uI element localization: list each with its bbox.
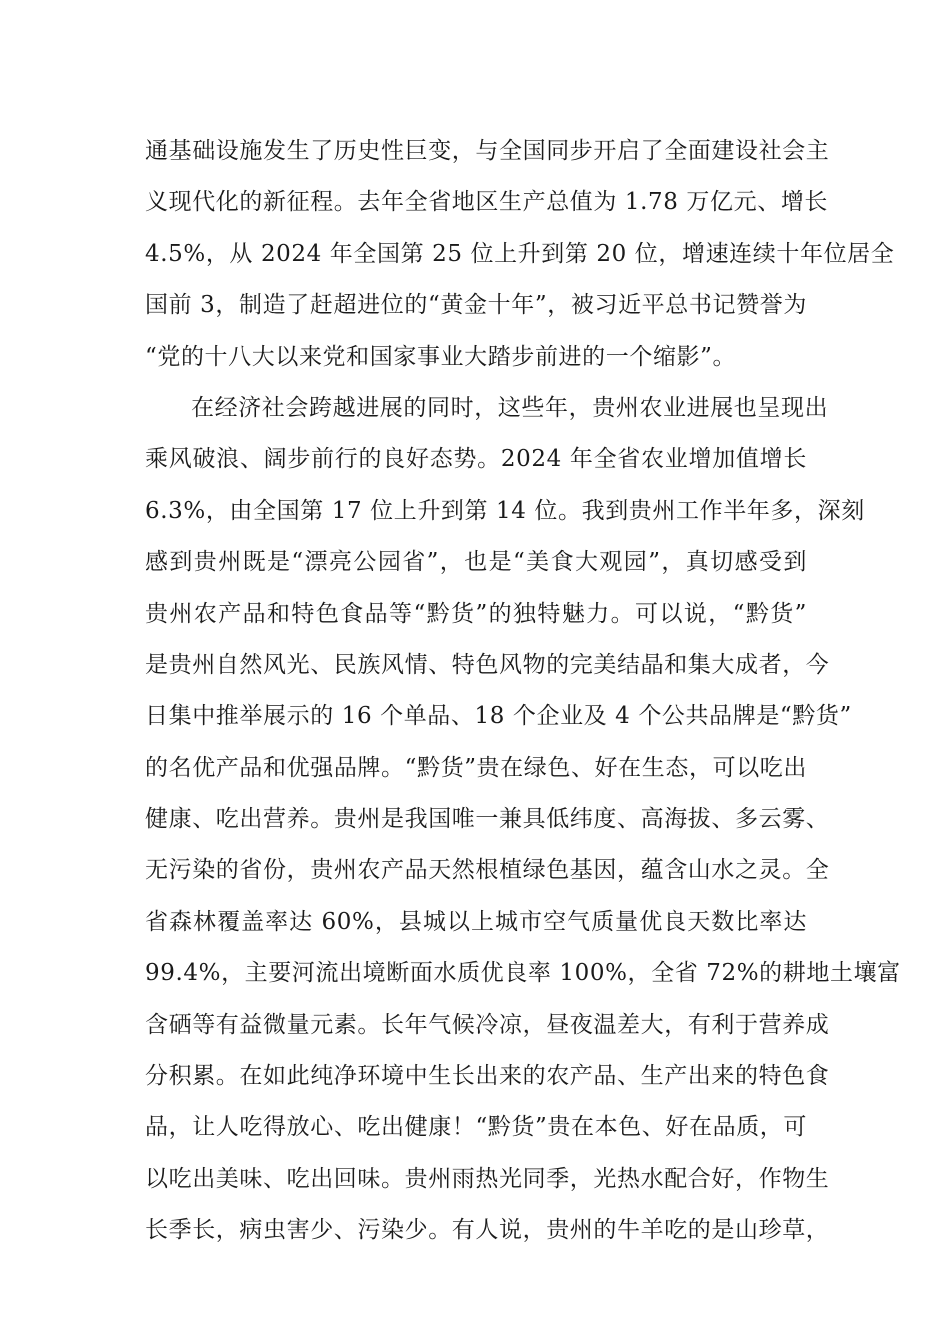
paragraph-1-line: 通基础设施发生了历史性巨变，与全国同步开启了全面建设社会主 — [145, 138, 830, 164]
document-body — [145, 126, 901, 1257]
paragraph-2-line: 健康、吃出营养。贵州是我国唯一兼具低纬度、高海拔、多云雾、 — [145, 806, 830, 833]
paragraph-1-line: 4.5%，从 2024 年全国第 25 位上升到第 20 位，增速连续十年位居全 — [145, 240, 895, 267]
paragraph-1-line: 义现代化的新征程。去年全省地区生产总值为 1.78 万亿元、增长 — [145, 189, 829, 216]
paragraph-2-line: 6.3%，由全国第 17 位上升到第 14 位。我到贵州工作半年多，深刻 — [145, 497, 865, 524]
paragraph-2-line: 省森林覆盖率达 60%，县城以上城市空气质量优良天数比率达 — [145, 908, 807, 935]
paragraph-2-line: 在经济社会跨越进展的同时，这些年，贵州农业进展也呈现出 — [191, 394, 829, 421]
paragraph-2-line: 感到贵州既是“漂亮公园省”，也是“美食大观园”，真切感受到 — [145, 549, 807, 576]
paragraph-1-line: “党的十八大以来党和国家事业大踏步前进的一个缩影”。 — [145, 343, 737, 370]
paragraph-2-line: 贵州农产品和特色食品等“黔货”的独特魅力。可以说，“黔货” — [145, 600, 807, 627]
paragraph-2-line: 日集中推举展示的 16 个单品、18 个企业及 4 个公共品牌是“黔货” — [145, 703, 852, 730]
paragraph-2-line: 的名优产品和优强品牌。“黔货”贵在绿色、好在生态，可以吃出 — [145, 754, 807, 781]
paragraph-2-line: 长季长，病虫害少、污染少。有人说，贵州的牛羊吃的是山珍草， — [145, 1217, 830, 1244]
paragraph-2-line: 含硒等有益微量元素。长年气候冷凉，昼夜温差大，有利于营养成 — [145, 1011, 830, 1038]
paragraph-2-line: 无污染的省份，贵州农产品天然根植绿色基因，蕴含山水之灵。全 — [145, 857, 830, 884]
paragraph-2-line: 99.4%，主要河流出境断面水质优良率 100%，全省 72%的耕地土壤富 — [145, 960, 901, 987]
paragraph-2-line: 品，让人吃得放心、吃出健康！“黔货”贵在本色、好在品质，可 — [145, 1114, 807, 1141]
paragraph-2-line: 分积累。在如此纯净环境中生长出来的农产品、生产出来的特色食 — [145, 1063, 830, 1090]
paragraph-2-line: 以吃出美味、吃出回味。贵州雨热光同季，光热水配合好，作物生 — [145, 1165, 830, 1192]
paragraph-1-line: 国前 3，制造了赶超进位的“黄金十年”，被习近平总书记赞誉为 — [145, 292, 807, 319]
paragraph-2-line: 乘风破浪、阔步前行的良好态势。2024 年全省农业增加值增长 — [145, 446, 807, 473]
paragraph-2-line: 是贵州自然风光、民族风情、特色风物的完美结晶和集大成者，今 — [145, 651, 830, 678]
